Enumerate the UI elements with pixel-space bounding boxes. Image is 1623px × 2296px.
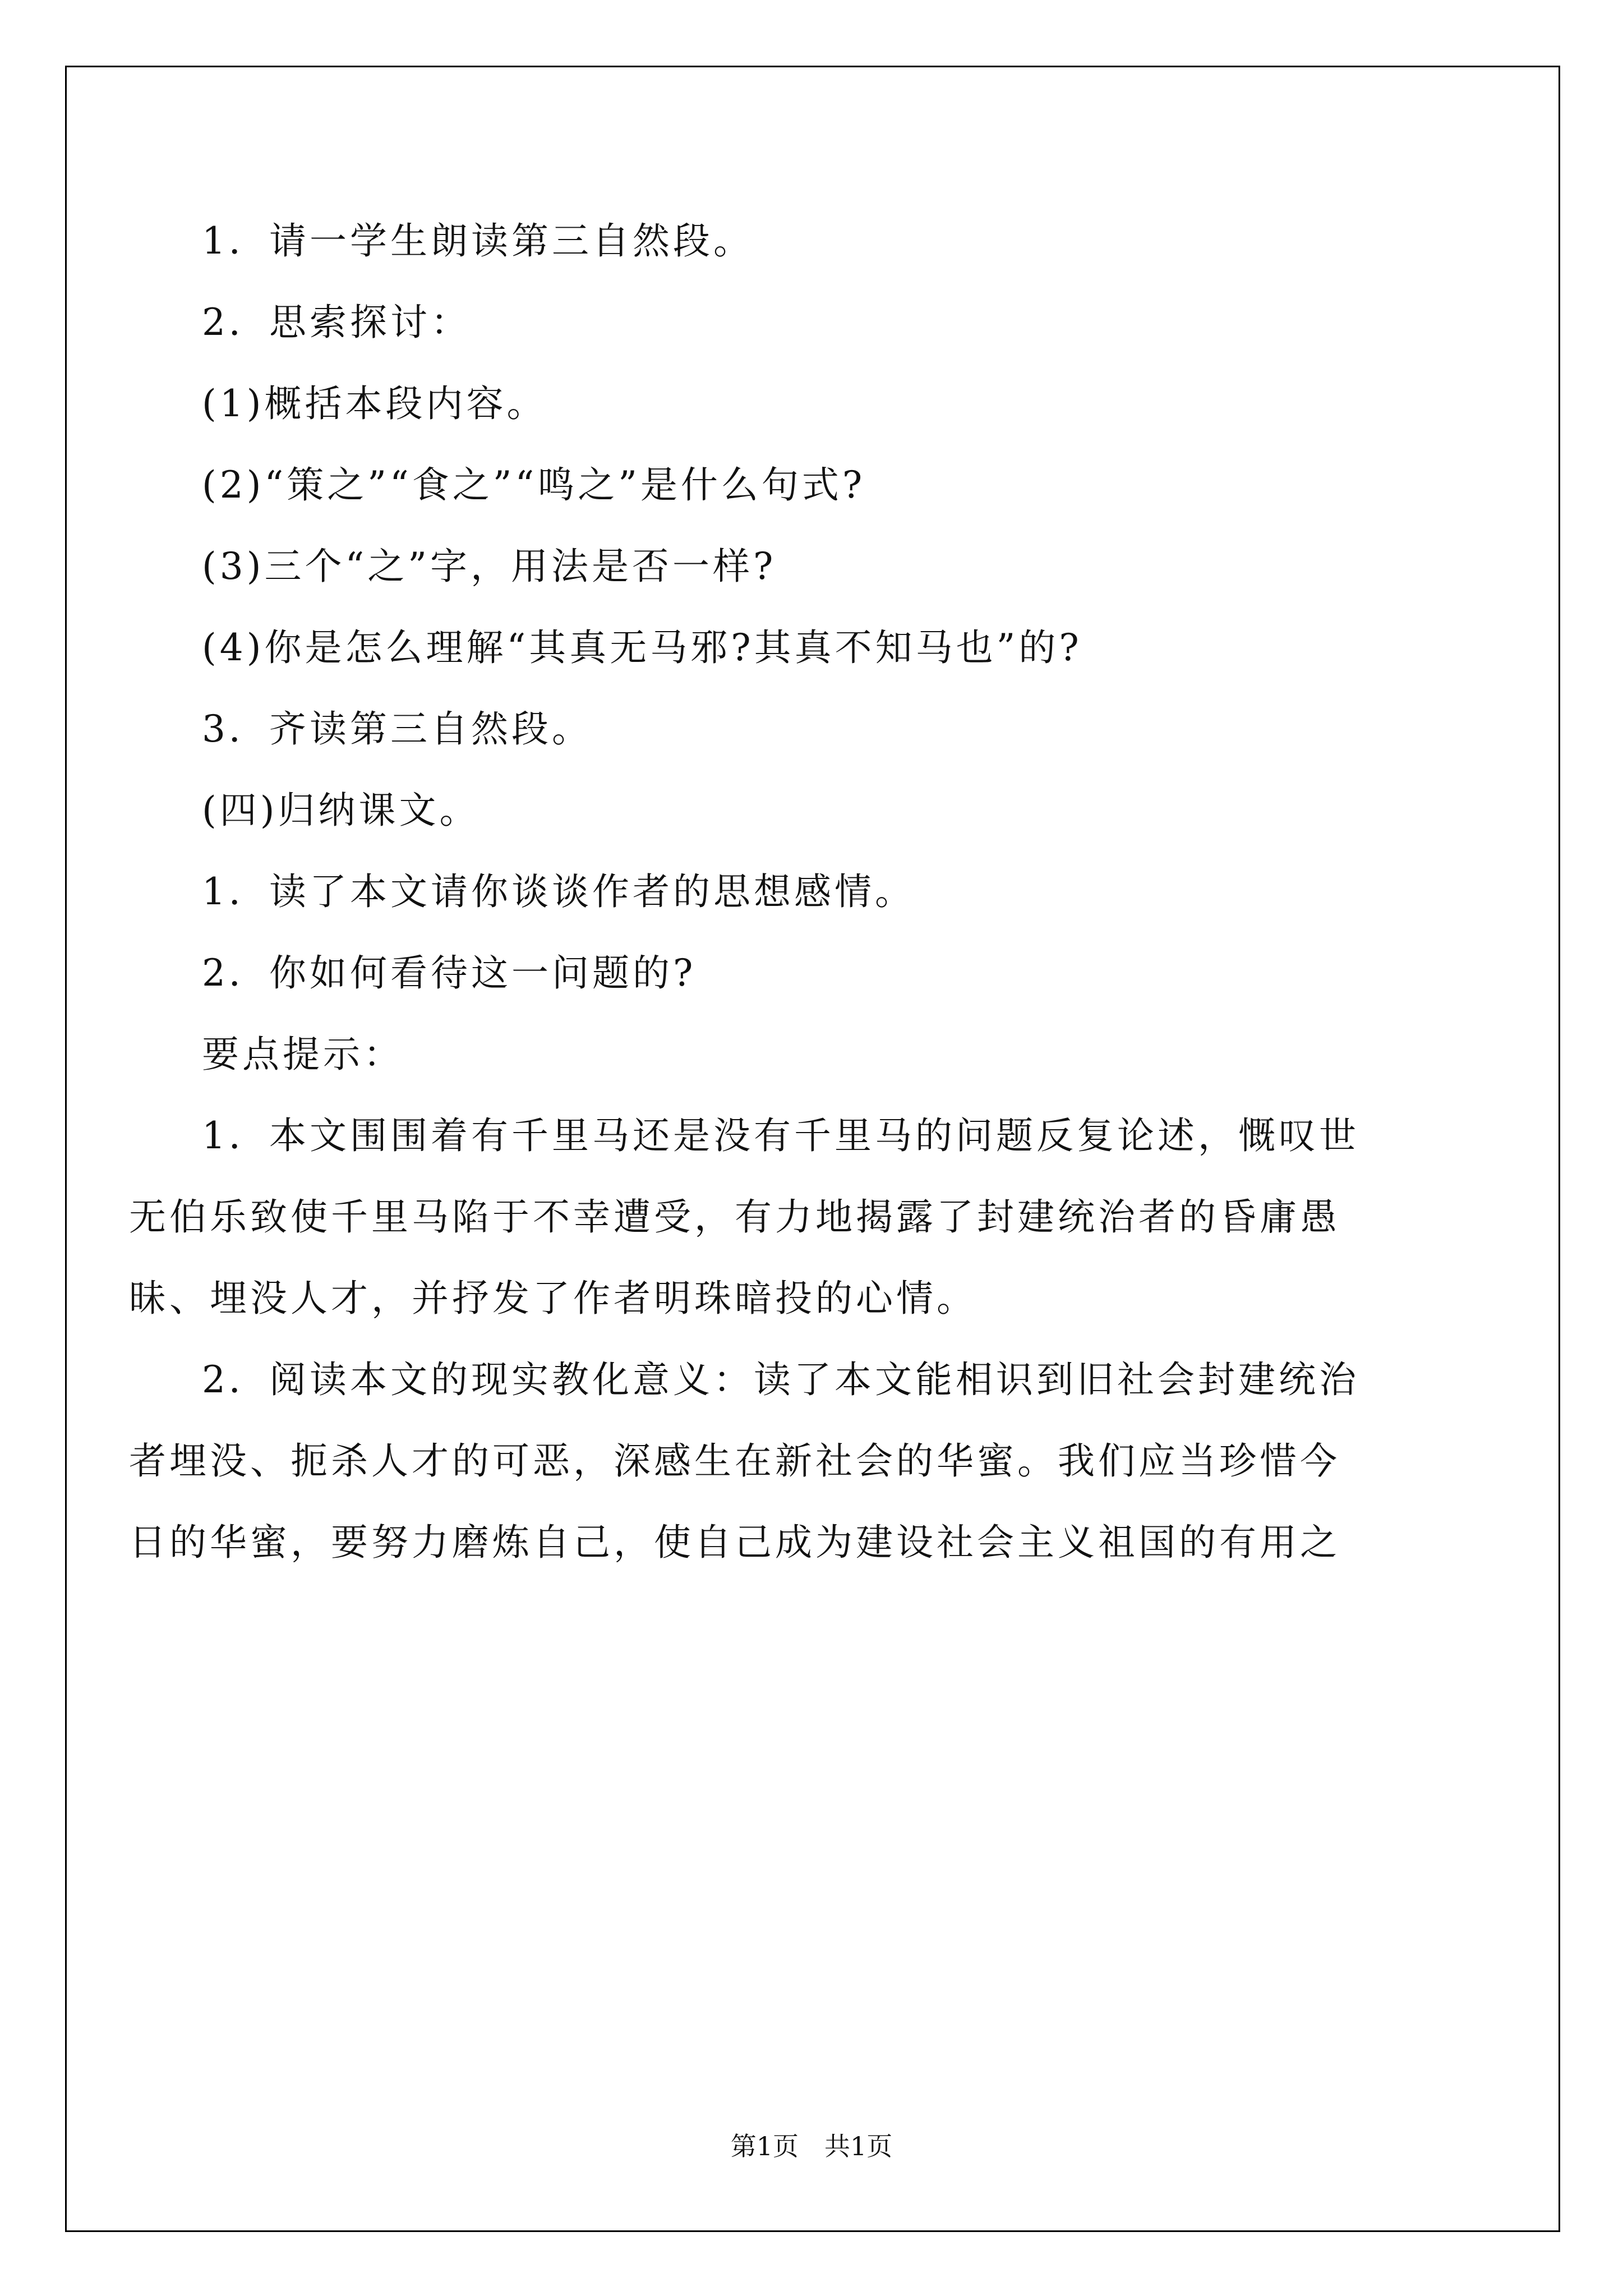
paragraph-line: (3)三个“之”字，用法是否一样? <box>202 545 777 588</box>
paragraph-line: 2．思索探讨： <box>202 301 471 344</box>
page-footer: 第1页 共1页 <box>730 2131 893 2161</box>
paragraph-line: (2)“策之”“食之”“鸣之”是什么句式? <box>202 463 866 507</box>
paragraph-line: 1．读了本文请你谈谈作者的思想感情。 <box>202 870 915 913</box>
paragraph-line: 1．请一学生朗读第三自然段。 <box>202 219 754 263</box>
paragraph-line: 要点提示： <box>202 1033 404 1076</box>
paragraph-line: 3．齐读第三自然段。 <box>202 707 592 751</box>
paragraph-line: (四)归纳课文。 <box>202 789 480 832</box>
paragraph-line: 2．你如何看待这一问题的? <box>202 951 697 995</box>
paragraph-line: 1．本文围围着有千里马还是没有千里马的问题反复论述，慨叹世 <box>202 1114 1359 1157</box>
paragraph-line: 无伯乐致使千里马陷于不幸遭受，有力地揭露了封建统治者的昏庸愚 <box>129 1195 1340 1239</box>
paragraph-line: (4)你是怎么理解“其真无马邪?其真不知马也”的? <box>202 626 1082 669</box>
paragraph-line: (1)概括本段内容。 <box>202 382 547 425</box>
paragraph-line: 昧、埋没人才，并抒发了作者明珠暗投的心情。 <box>129 1277 977 1320</box>
paragraph-line: 者埋没、扼杀人才的可恶，深感生在新社会的华蜜。我们应当珍惜今 <box>129 1439 1340 1483</box>
paragraph-line: 2．阅读本文的现实教化意义：读了本文能相识到旧社会封建统治 <box>202 1358 1359 1401</box>
paragraph-line: 日的华蜜，要努力磨炼自己，使自己成为建设社会主义祖国的有用之 <box>129 1521 1340 1564</box>
